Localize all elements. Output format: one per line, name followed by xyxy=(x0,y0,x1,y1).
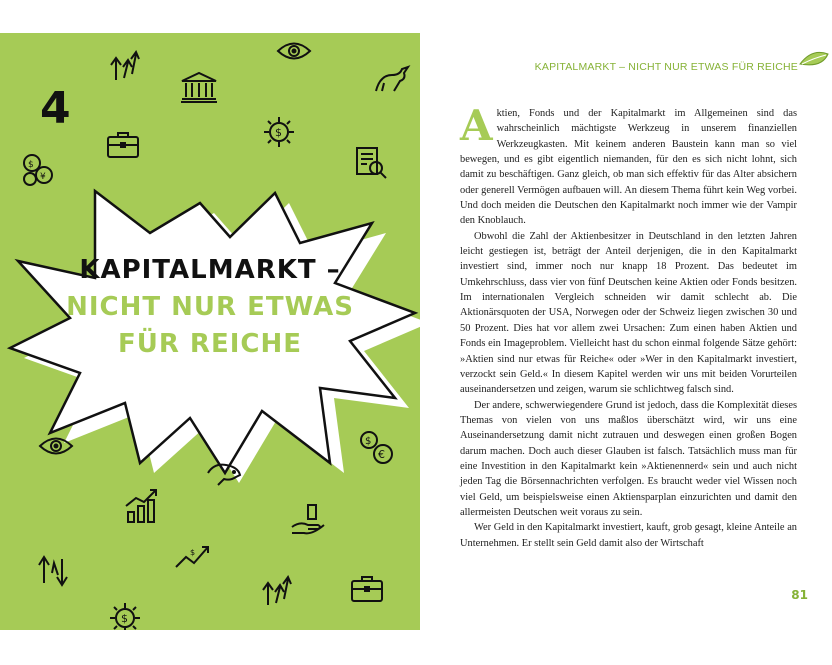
arrows-up-icon xyxy=(110,48,140,82)
bull-icon xyxy=(372,63,412,95)
svg-text:$: $ xyxy=(28,160,34,170)
page-number: 81 xyxy=(791,588,808,602)
svg-text:$: $ xyxy=(190,548,196,557)
bank-icon xyxy=(180,71,218,103)
svg-text:$: $ xyxy=(365,436,372,447)
paragraph: Obwohl die Zahl der Aktienbesitzer in Deutschland in den letzten Jahren leicht gestiegen ist, beträgt der Anteil derjenigen, die in den Kapitalmarkt investiert sind, immer noch nur knapp 18 Prozent. Das bedeutet im Umkehrschluss, dass vier von fünf Deutschen keine Aktien oder Fonds besitzen. Im internationalen Vergleich schneiden wir damit schlecht ab. Die Aktionärsquoten der USA, Norwegen oder der Schweiz liegen zwischen 30 und 50 Prozent. Dies hat vor allem zwei Ursachen: Zum einen haben Aktien und Fonds ein Imageproblem. Vielleicht hast du schon einmal folgende Sätze gehört: »Aktien sind nur etwas für Reiche« oder »Wer in den Kapitalmarkt investiert, verzockt sein Geld.« In diesem Kapitel werden wir uns mit beiden Vorurteilen auseinandersetzen und zeigen, warum sie schlichtweg falsch sind. xyxy=(460,230,797,396)
swap-arrows-icon xyxy=(36,553,72,589)
paragraph xyxy=(460,101,797,229)
coins-icon xyxy=(358,429,394,465)
chapter-opener-page xyxy=(0,33,420,630)
trend-arrow-icon xyxy=(174,543,214,571)
arrows-up-icon xyxy=(262,573,292,607)
gear-dollar-icon xyxy=(108,601,142,630)
briefcase-icon xyxy=(350,573,384,603)
eye-icon xyxy=(276,38,312,64)
body-text xyxy=(460,101,797,551)
text-page xyxy=(420,33,832,630)
svg-text:$: $ xyxy=(275,126,282,139)
svg-text:€: € xyxy=(378,448,385,461)
briefcase-icon xyxy=(106,129,140,159)
chapter-title-line-3: FÜR REICHE xyxy=(117,329,302,359)
chapter-number: 4 xyxy=(40,83,72,134)
growth-chart-icon xyxy=(124,488,160,524)
eye-icon xyxy=(38,433,74,459)
paragraph: Wer Geld in den Kapitalmarkt investiert, kauft, grob gesagt, kleine Anteile an Unternehmen. Er stellt sein Geld damit also der Wirtschaft xyxy=(460,522,797,549)
drop-cap: A xyxy=(460,101,493,150)
chapter-title-line-1: KAPITALMARKT – xyxy=(79,255,341,285)
paragraph-text: ktien, Fonds und der Kapitalmarkt im Allgemeinen sind das wahrscheinlich mächtigste Werkzeug in unserem finanziellen Werkzeugkasten. Mit keinem anderen Baustein kann man so viel bewegen, und es gibt eigentlich niemanden, für den es sich nicht lohnt, sich damit zu beschäftigen. Ganz gleich, ob man sich effektiv für das Alter absichern oder generell Vermögen aufbauen will. An diesem Thema führt kein Weg vorbei. Und doch meiden die Deutschen den Kapitalmarkt noch immer wie der Vampir den Knoblauch. xyxy=(460,108,797,227)
chapter-title-line-2: NICHT NUR ETWAS xyxy=(66,292,354,322)
paragraph: Der andere, schwerwiegendere Grund ist jedoch, dass die Komplexität dieses Themas von vielen von uns maßlos überschätzt wird, wir uns eine Auseinandersetzung damit nicht zutrauen und deswegen einen großen Bogen darum machen. Doch auch dieser Glauben ist falsch. Tatsächlich muss man für eine Investition in den Kapitalmarkt kein »Aktienennerd« sein und auch nicht jeden Tag die Börsennachrichten verfolgen. Es braucht weder viel Wissen noch viel Geld, um beispielsweise einen Aktiensparplan einzurichten und damit den allermeisten Deutschen weit voraus zu sein. xyxy=(460,399,797,518)
svg-text:¥: ¥ xyxy=(40,172,46,182)
bear-icon xyxy=(204,459,244,489)
svg-text:$: $ xyxy=(121,612,128,625)
running-head: KAPITALMARKT – NICHT NUR ETWAS FÜR REICHE xyxy=(534,61,798,73)
hand-money-icon xyxy=(290,503,326,537)
gear-dollar-icon xyxy=(262,115,296,149)
leaf-icon xyxy=(798,50,830,74)
